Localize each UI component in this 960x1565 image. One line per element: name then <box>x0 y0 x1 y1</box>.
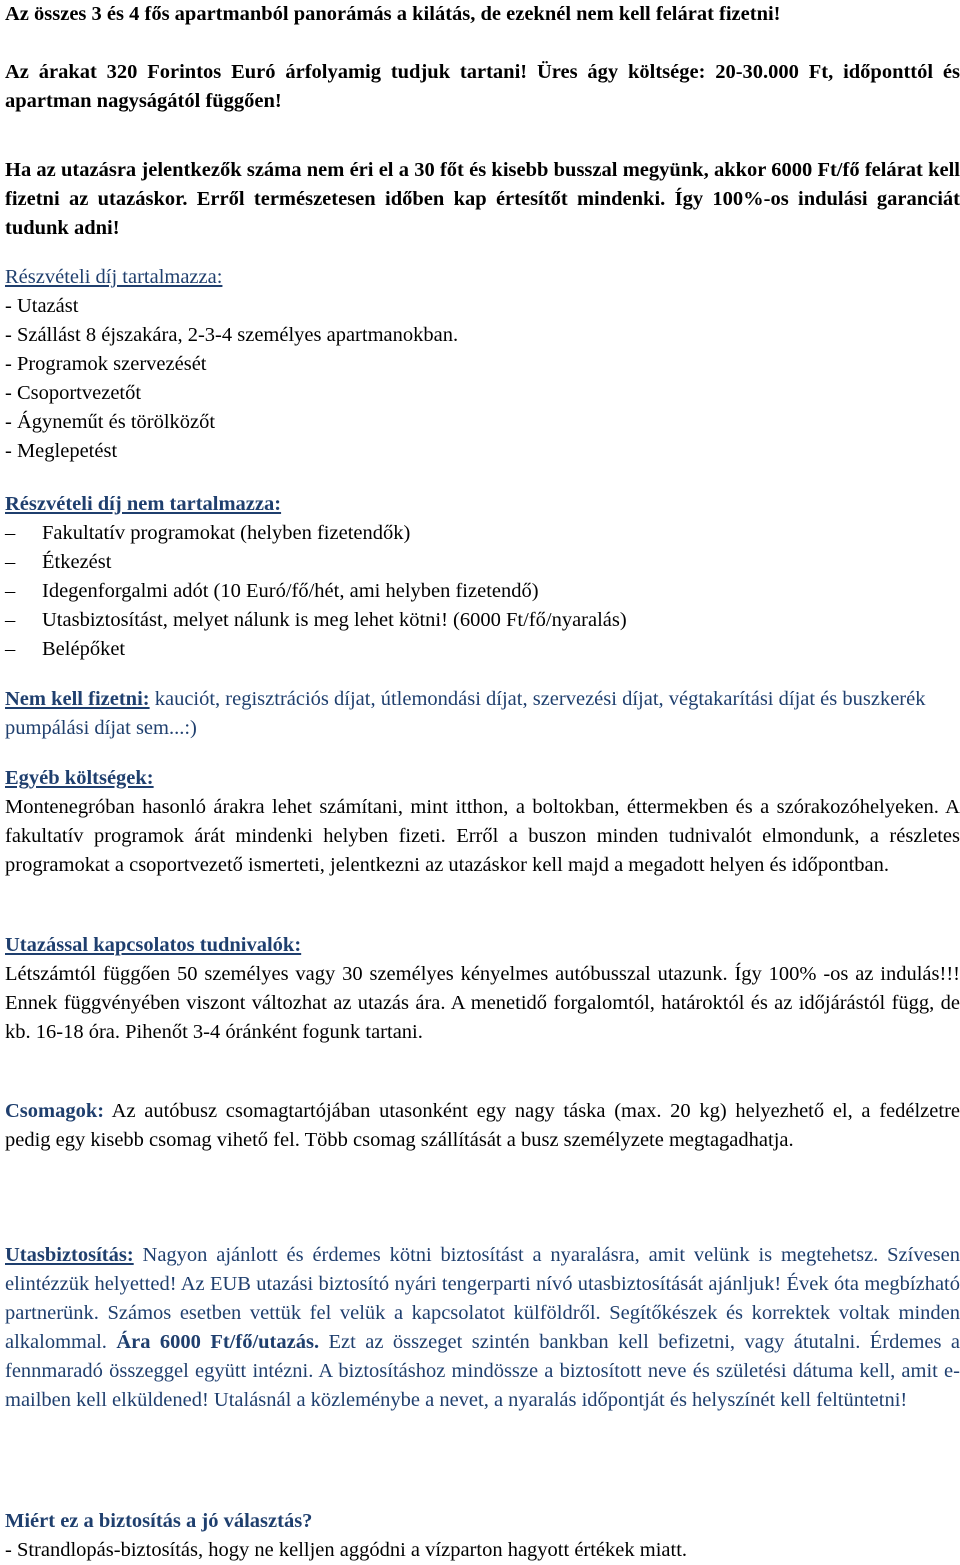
paragraph-no-fee <box>5 685 960 743</box>
section-excludes <box>5 490 960 664</box>
paragraph-exchange-rate: Az árakat 320 Forintos Euró árfolyamig tudjuk tartani! Üres ágy költsége: 20-30.000 Ft, időponttól és apartman nagyságától függően! <box>5 61 960 112</box>
section-includes <box>5 263 960 466</box>
list-item-text: Belépőket <box>42 638 126 660</box>
travel-info-text: Létszámtól függően 50 személyes vagy 30 személyes kényelmes autóbusszal utazunk. Így 100% -os az indulás!!! Ennek függvényében viszont változhat az utazás ára. A menetidő forgalomtól, határoktól és az időjárástól függ, de kb. 16-18 óra. Pihenőt 3-4 óránként fogunk tartani. <box>5 963 960 1043</box>
section-why <box>5 1507 960 1565</box>
section-other-costs <box>5 764 960 880</box>
section-travel-info <box>5 931 960 1047</box>
other-costs-heading: Egyéb költségek: <box>5 767 154 789</box>
list-item: - Szállást 8 éjszakára, 2-3-4 személyes apartmanokban. <box>5 324 459 346</box>
dash-bullet: – <box>5 551 16 573</box>
other-costs-text: Montenegróban hasonló árakra lehet számítani, mint itthon, a boltokban, éttermekben és a szórakozóhelyeken. A fakultatív programok árát mindenki helyben fizeti. Erről a buszon minden tudnivalót elmondunk, a részletes programokat a csoportvezető ismerteti, jelentkezni az utazáskor kell majd a megadott helyen és időpontban. <box>5 796 960 876</box>
why-heading: Miért ez a biztosítás a jó választás? <box>5 1510 313 1532</box>
no-fee-text: kauciót, regisztrációs díjat, útlemondási díjat, szervezési díjat, végtakarítási díjat és buszkerék pumpálási díjat sem...:) <box>5 688 926 739</box>
includes-heading: Részvételi díj tartalmazza: <box>5 266 223 288</box>
travel-info-heading: Utazással kapcsolatos tudnivalók: <box>5 934 302 956</box>
paragraph-small-bus-surcharge: Ha az utazásra jelentkezők száma nem éri el a 30 főt és kisebb busszal megyünk, akkor 6000 Ft/fő felárat kell fizetni az utazáskor. Erről természetesen időben kap értesítőt mindenki. Így 100%-os indulási garanciát tudunk adni! <box>5 159 960 239</box>
list-item: - Meglepetést <box>5 440 118 462</box>
list-item <box>5 606 960 635</box>
list-item <box>5 577 960 606</box>
list-item: - Csoportvezetőt <box>5 382 142 404</box>
luggage-label: Csomagok: <box>5 1100 105 1122</box>
list-item <box>5 548 960 577</box>
dash-bullet: – <box>5 522 16 544</box>
luggage-text: Az autóbusz csomagtartójában utasonként egy nagy táska (max. 20 kg) helyezhető el, a fedélzetre pedig egy kisebb csomag vihető fel. Több csomag szállítását a busz személyzete megtagadhatja. <box>5 1100 960 1151</box>
dash-bullet: – <box>5 580 16 602</box>
paragraph-luggage <box>5 1097 960 1155</box>
list-item <box>5 519 960 548</box>
list-item: - Strandlopás-biztosítás, hogy ne kelljen aggódni a vízparton hagyott értékek miatt. <box>5 1539 688 1561</box>
list-item-text: Idegenforgalmi adót (10 Euró/fő/hét, ami helyben fizetendő) <box>42 580 539 602</box>
insurance-text-1: Nagyon ajánlott és érdemes kötni biztosítást a nyaralásra, amit velünk is megtehetsz. Szívesen elintézzük helyetted! Az EUB utazási biztosító nyári tengerparti nívó utasbiztosítását ajánljuk! Évek óta megbízható partnerünk. Számos esetben vettük fel velük a kapcsolatot külföldről. Segítőkészek és korrektek voltak minden alkalommal. <box>5 1244 960 1353</box>
paragraph-insurance <box>5 1241 960 1415</box>
paragraph-apartment-view: Az összes 3 és 4 fős apartmanból panorámás a kilátás, de ezeknél nem kell felárat fizetni! <box>5 3 781 25</box>
insurance-price: Ára 6000 Ft/fő/utazás. <box>116 1331 320 1353</box>
list-item <box>5 635 960 664</box>
list-item: - Ágyneműt és törölközőt <box>5 411 216 433</box>
insurance-text-2: Ezt az összeget szintén bankban kell befizetni, vagy átutalni. Érdemes a fennmaradó összeggel együtt intézni. A biztosításhoz mindössze a biztosított neve és születési dátuma kell, amit e-mailben kell elküldened! Utalásnál a közleménybe a nevet, a nyaralás időpontját és helyszínét kell feltüntetni! <box>5 1331 960 1411</box>
list-item-text: Fakultatív programokat (helyben fizetendők) <box>42 522 411 544</box>
list-item-text: Utasbiztosítást, melyet nálunk is meg lehet kötni! (6000 Ft/fő/nyaralás) <box>42 609 627 631</box>
no-fee-label: Nem kell fizetni: <box>5 688 150 710</box>
list-item: - Utazást <box>5 295 79 317</box>
dash-bullet: – <box>5 609 16 631</box>
list-item-text: Étkezést <box>42 551 112 573</box>
insurance-label: Utasbiztosítás: <box>5 1244 134 1266</box>
dash-bullet: – <box>5 638 16 660</box>
list-item: - Programok szervezését <box>5 353 207 375</box>
excludes-heading: Részvételi díj nem tartalmazza: <box>5 493 282 515</box>
